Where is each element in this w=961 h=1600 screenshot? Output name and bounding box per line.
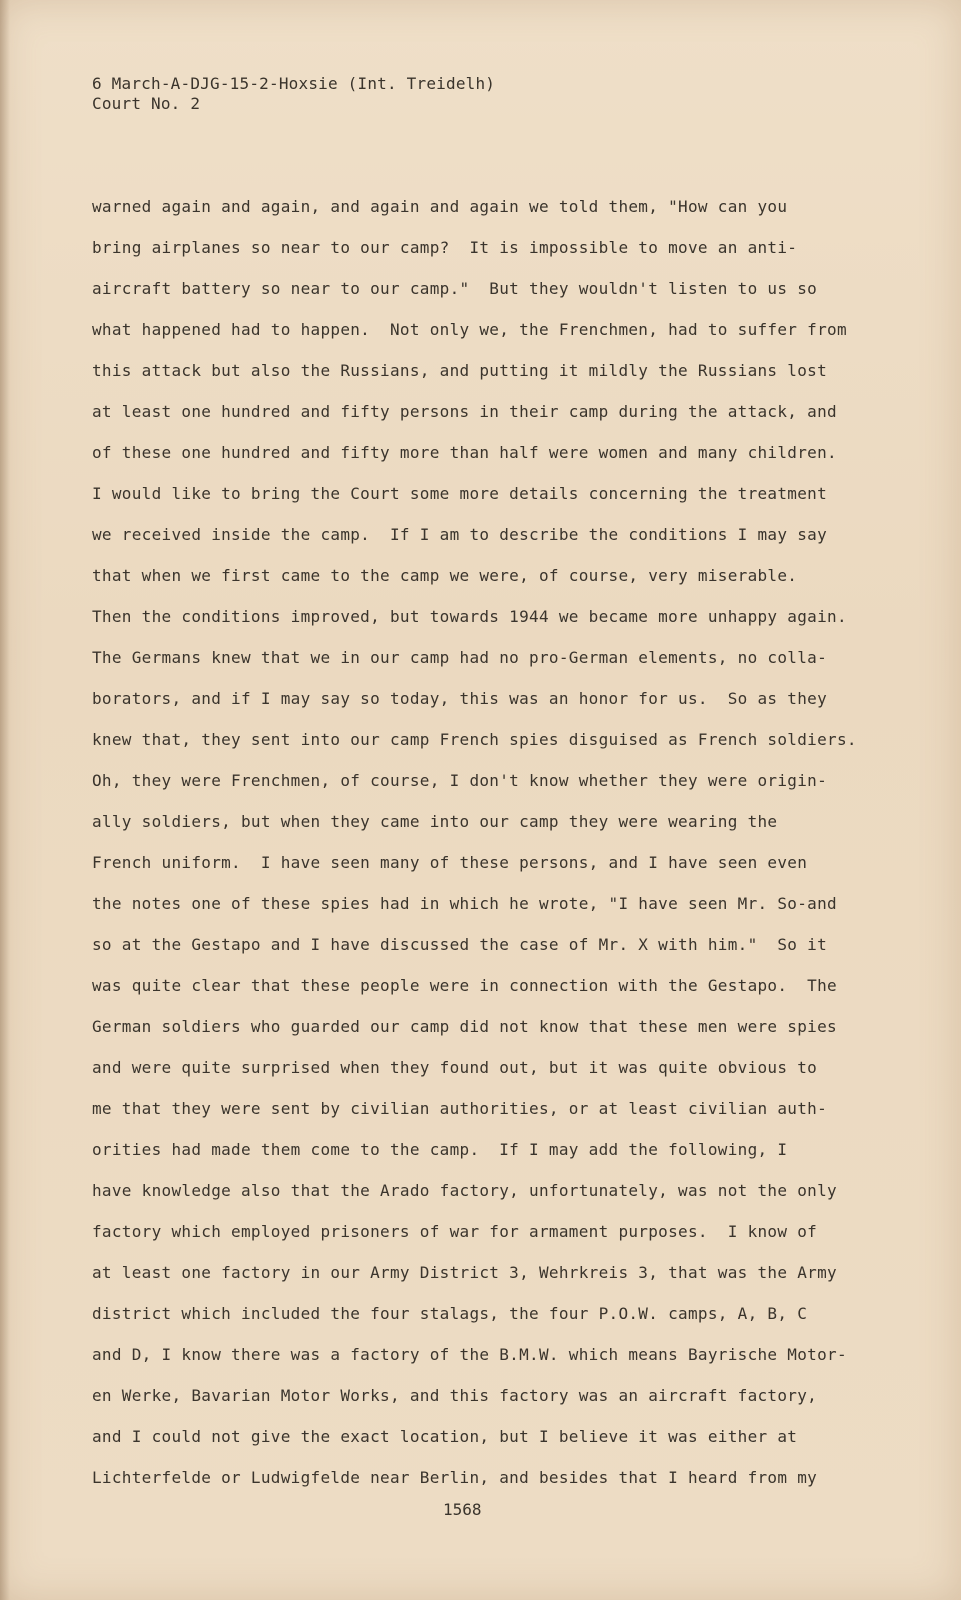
text-line: factory which employed prisoners of war for armament purposes. I know of [92, 1222, 818, 1241]
text-line: of these one hundred and fifty more than half were women and many children. [92, 443, 837, 462]
text-line: Then the conditions improved, but towards 1944 we became more unhappy again. [92, 607, 847, 626]
text-line: warned again and again, and again and again we told them, "How can you [92, 197, 788, 216]
text-line: at least one factory in our Army District 3, Wehrkreis 3, that was the Army [92, 1263, 837, 1282]
text-line: and D, I know there was a factory of the B.M.W. which means Bayrische Motor- [92, 1345, 847, 1364]
text-line: I would like to bring the Court some more details concerning the treatment [92, 484, 828, 503]
text-line: Lichterfelde or Ludwigfelde near Berlin, and besides that I heard from my [92, 1468, 818, 1487]
text-line: that when we first came to the camp we were, of course, very miserable. [92, 566, 798, 585]
page-number: 1568 [443, 1500, 482, 1519]
text-line: knew that, they sent into our camp French spies disguised as French soldiers. [92, 730, 857, 749]
text-line: district which included the four stalags, the four P.O.W. camps, A, B, C [92, 1304, 808, 1323]
text-line: bring airplanes so near to our camp? It is impossible to move an anti- [92, 238, 798, 257]
text-line: we received inside the camp. If I am to describe the conditions I may say [92, 525, 828, 544]
header-court-line: Court No. 2 [92, 94, 201, 113]
text-line: and were quite surprised when they found out, but it was quite obvious to [92, 1058, 818, 1077]
text-line: what happened had to happen. Not only we, the Frenchmen, had to suffer from [92, 320, 847, 339]
text-line: and I could not give the exact location, but I believe it was either at [92, 1427, 798, 1446]
page-edge-shadow [0, 0, 10, 1600]
text-line: borators, and if I may say so today, this was an honor for us. So as they [92, 689, 828, 708]
text-line: Oh, they were Frenchmen, of course, I don't know whether they were origin- [92, 771, 828, 790]
text-line: orities had made them come to the camp. If I may add the following, I [92, 1140, 788, 1159]
text-line: en Werke, Bavarian Motor Works, and this factory was an aircraft factory, [92, 1386, 818, 1405]
text-line: at least one hundred and fifty persons in their camp during the attack, and [92, 402, 837, 421]
header-case-line: 6 March-A-DJG-15-2-Hoxsie (Int. Treidelh) [92, 74, 496, 93]
text-line: German soldiers who guarded our camp did not know that these men were spies [92, 1017, 837, 1036]
text-line: have knowledge also that the Arado factory, unfortunately, was not the only [92, 1181, 837, 1200]
text-line: The Germans knew that we in our camp had no pro-German elements, no colla- [92, 648, 828, 667]
text-line: ally soldiers, but when they came into our camp they were wearing the [92, 812, 778, 831]
document-header [92, 74, 495, 114]
transcript-body [92, 196, 932, 1508]
text-line: this attack but also the Russians, and putting it mildly the Russians lost [92, 361, 828, 380]
text-line: so at the Gestapo and I have discussed the case of Mr. X with him." So it [92, 935, 828, 954]
text-line: the notes one of these spies had in which he wrote, "I have seen Mr. So-and [92, 894, 837, 913]
text-line: me that they were sent by civilian authorities, or at least civilian auth- [92, 1099, 828, 1118]
text-line: aircraft battery so near to our camp." But they wouldn't listen to us so [92, 279, 818, 298]
text-line: French uniform. I have seen many of these persons, and I have seen even [92, 853, 808, 872]
text-line: was quite clear that these people were in connection with the Gestapo. The [92, 976, 837, 995]
